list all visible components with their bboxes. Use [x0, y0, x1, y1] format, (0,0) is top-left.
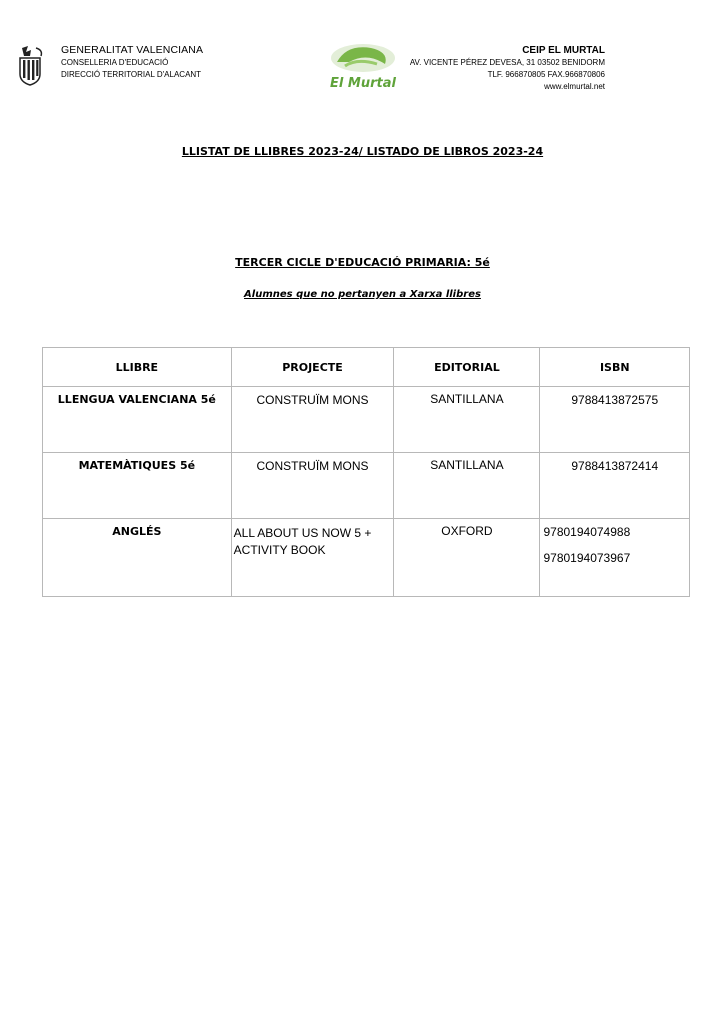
isbn-value: 9780194074988 [543, 525, 631, 539]
table-row [43, 453, 690, 519]
org-name: GENERALITAT VALENCIANA [61, 44, 204, 56]
header-project: PROJECTE [231, 348, 394, 387]
isbn-value: 9788413872414 [571, 459, 659, 473]
book-cell: LLENGUA VALENCIANA 5é [43, 387, 232, 453]
book-cell: ANGLÉS [43, 519, 232, 597]
students-note: Alumnes que no pertanyen a Xarxa llibres [244, 289, 481, 300]
isbn-cell [540, 387, 690, 453]
isbn-cell [540, 453, 690, 519]
header-publisher: EDITORIAL [394, 348, 540, 387]
publisher-cell: SANTILLANA [394, 387, 540, 453]
school-web: www.elmurtal.net [544, 82, 605, 91]
generalitat-crest-icon [16, 44, 46, 86]
school-phone: TLF. 966870805 FAX.966870806 [487, 70, 605, 79]
table-header-row [43, 348, 690, 387]
school-name: CEIP EL MURTAL [522, 45, 605, 56]
isbn-value: 9788413872575 [571, 393, 659, 407]
table-row [43, 387, 690, 453]
project-cell: ALL ABOUT US NOW 5 + ACTIVITY BOOK [231, 519, 394, 597]
project-cell: CONSTRUÏM MONS [231, 387, 394, 453]
project-cell: CONSTRUÏM MONS [231, 453, 394, 519]
territory-name: DIRECCIÓ TERRITORIAL D'ALACANT [61, 70, 202, 79]
publisher-cell: OXFORD [394, 519, 540, 597]
table-row [43, 519, 690, 597]
el-murtal-logo [327, 40, 399, 92]
header-isbn: ISBN [540, 348, 690, 387]
cycle-subtitle: TERCER CICLE D'EDUCACIÓ PRIMARIA: 5é [235, 256, 490, 269]
logo-text: El Murtal [330, 76, 396, 91]
book-list-table [42, 347, 690, 597]
book-cell: MATEMÀTIQUES 5é [43, 453, 232, 519]
isbn-cell [540, 519, 690, 597]
isbn-value: 9780194073967 [543, 551, 631, 565]
department-name: CONSELLERIA D'EDUCACIÓ [61, 58, 169, 67]
header-book: LLIBRE [43, 348, 232, 387]
publisher-cell: SANTILLANA [394, 453, 540, 519]
page-title: LLISTAT DE LLIBRES 2023-24/ LISTADO DE LIBROS 2023-24 [181, 145, 544, 158]
school-address: AV. VICENTE PÉREZ DEVESA, 31 03502 BENIDORM [409, 58, 605, 67]
header-right-block [410, 44, 605, 93]
header-left-block [61, 44, 203, 81]
